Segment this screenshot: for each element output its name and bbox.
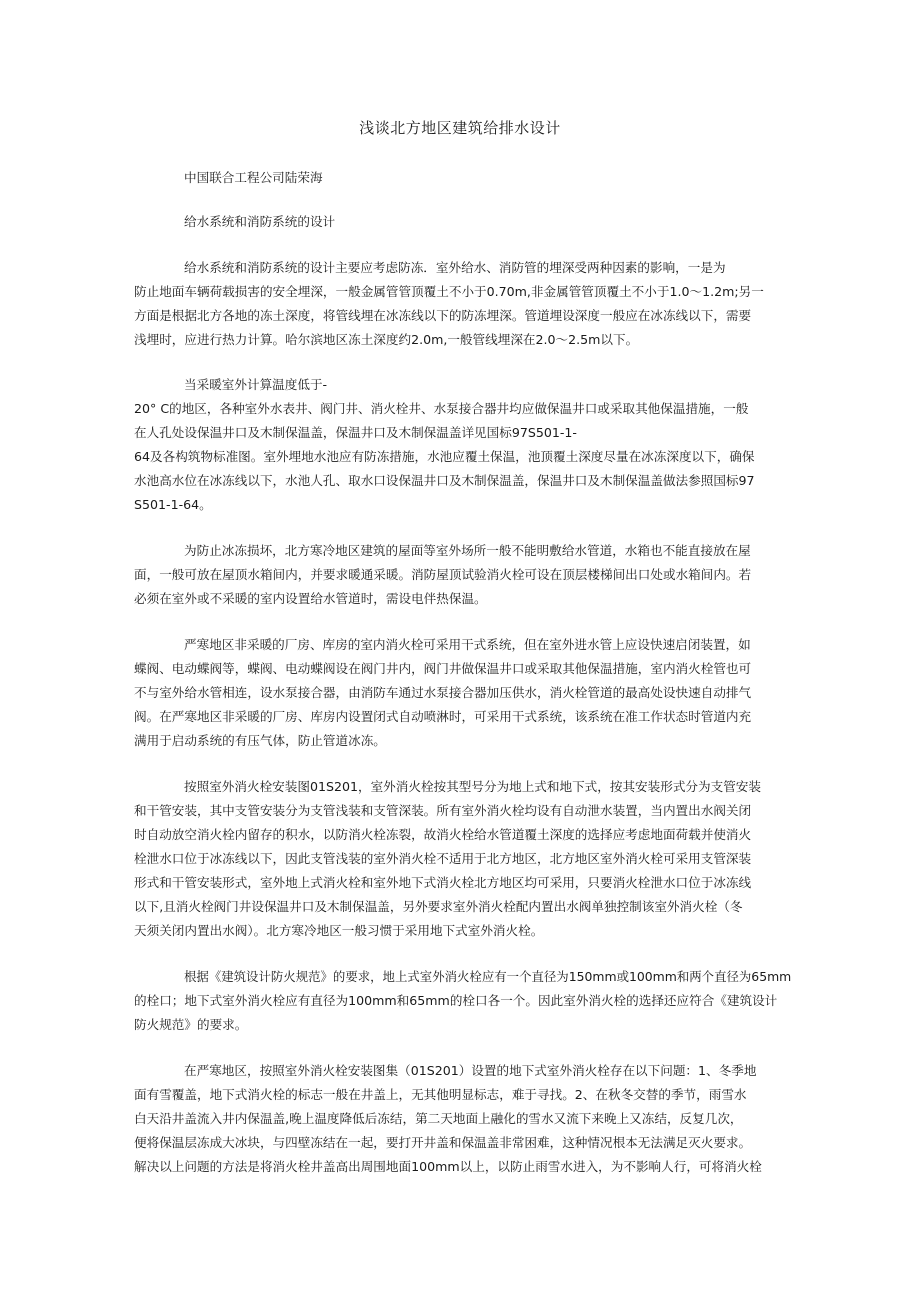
paragraph-line: 为防止冰冻损坏，北方寒冷地区建筑的屋面等室外场所一般不能明敷给水管道，水箱也不能直接放在屋 [184, 543, 751, 558]
paragraph-line: 栓泄水口位于冰冻线以下，因此支管浅装的室外消火栓不适用于北方地区，北方地区室外消火栓可采用支管深装 [134, 851, 752, 866]
paragraph-line: 以下,且消火栓阀门井设保温井口及木制保温盖，另外要求室外消火栓配内置出水阀单独控制该室外消火栓（冬 [134, 899, 743, 914]
paragraph-line: 防止地面车辆荷载损害的安全埋深，一般金属管管顶覆土不小于0.70m,非金属管管顶覆土不小于1.0～1.2m;另一 [134, 284, 764, 299]
paragraph-line: S501-1-64。 [134, 497, 212, 512]
paragraph-line: 在严寒地区，按照室外消火栓安装图集（01S201）设置的地下式室外消火栓存在以下问题：1、冬季地 [184, 1063, 757, 1078]
paragraph-line: 64及各构筑物标准图。室外埋地水池应有防冻措施，水池应覆土保温，池顶覆土深度尽量在冰冻深度以下，确保 [134, 449, 755, 464]
paragraph-line: 蝶阀、电动蝶阀等，蝶阀、电动蝶阀设在阀门井内，阀门井做保温井口或采取其他保温措施，室内消火栓管也可 [134, 661, 752, 676]
paragraph-line: 白天沿井盖流入井内保温盖,晚上温度降低后冻结，第二天地面上融化的雪水又流下来晚上又冻结，反复几次， [134, 1111, 743, 1126]
section-heading: 给水系统和消防系统的设计 [184, 214, 336, 229]
paragraph-line: 给水系统和消防系统的设计主要应考虑防冻．室外给水、消防管的埋深受两种因素的影响，一是为 [184, 260, 726, 275]
paragraph-line: 在人孔处设保温井口及木制保温盖，保温井口及木制保温盖详见国标97S501-1- [134, 425, 577, 440]
paragraph-line: 和干管安装，其中支管安装分为支管浅装和支管深装。所有室外消火栓均设有自动泄水装置，当内置出水阀关闭 [134, 803, 752, 818]
paragraph-line: 阀。在严寒地区非采暖的厂房、库房内设置闭式自动喷淋时，可采用干式系统，该系统在准工作状态时管道内充 [134, 709, 752, 724]
paragraph-line: 不与室外给水管相连，设水泵接合器，由消防车通过水泵接合器加压供水，消火栓管道的最高处设快速自动排气 [134, 685, 752, 700]
paragraph-line: 根据《建筑设计防火规范》的要求，地上式室外消火栓应有一个直径为150mm或100mm和两个直径为65mm [184, 969, 792, 984]
paragraph-line: 浅埋时，应进行热力计算。哈尔滨地区冻土深度约2.0m,一般管线埋深在2.0～2.5m以下。 [134, 332, 639, 347]
paragraph-line: 时自动放空消火栓内留存的积水，以防消火栓冻裂，故消火栓给水管道覆土深度的选择应考虑地面荷载并使消火 [134, 827, 752, 842]
paragraph-line: 严寒地区非采暖的厂房、库房的室内消火栓可采用干式系统，但在室外进水管上应设快速启闭装置，如 [184, 637, 751, 652]
paragraph-line: 20° C的地区，各种室外水表井、阀门井、消火栓井、水泵接合器井均应做保温井口或采取其他保温措施，一般 [134, 401, 749, 416]
paragraph-line: 面有雪覆盖，地下式消火栓的标志一般在井盖上，无其他明显标志，难于寻找。2、在秋冬交替的季节，雨雪水 [134, 1087, 747, 1102]
paragraph-line: 解决以上问题的方法是将消火栓井盖高出周围地面100mm以上，以防止雨雪水进入，为不影响人行，可将消火栓 [134, 1159, 762, 1174]
paragraph-line: 方面是根据北方各地的冻土深度，将管线埋在冰冻线以下的防冻埋深。管道埋设深度一般应在冰冻线以下，需要 [134, 308, 752, 323]
paragraph-line: 的栓口；地下式室外消火栓应有直径为100mm和65mm的栓口各一个。因此室外消火栓的选择还应符合《建筑设计 [134, 993, 778, 1008]
paragraph-line: 便将保温层冻成大冰块，与四壁冻结在一起，要打开井盖和保温盖非常困难，这种情况根本无法满足灭火要求。 [134, 1135, 752, 1150]
paragraph-line: 满用于启动系统的有压气体，防止管道冰冻。 [134, 733, 386, 748]
paragraph-line: 防火规范》的要求。 [134, 1017, 248, 1032]
paragraph-line: 水池高水位在冰冻线以下，水池人孔、取水口设保温井口及木制保温盖，保温井口及木制保温盖做法参照国标97 [134, 473, 755, 488]
paragraph-line: 当采暖室外计算温度低于- [184, 377, 328, 392]
paragraph-line: 必须在室外或不采暖的室内设置给水管道时，需设电伴热保温。 [134, 591, 487, 606]
author-line: 中国联合工程公司陆荣海 [184, 170, 323, 185]
paragraph-line: 按照室外消火栓安装图01S201，室外消火栓按其型号分为地上式和地下式，按其安装形式分为支管安装 [184, 779, 761, 794]
paragraph-line: 形式和干管安装形式，室外地上式消火栓和室外地下式消火栓北方地区均可采用，只要消火栓泄水口位于冰冻线 [134, 875, 752, 890]
document-title: 浅谈北方地区建筑给排水设计 [359, 119, 561, 137]
paragraph-line: 天须关闭内置出水阀）。北方寒冷地区一般习惯于采用地下式室外消火栓。 [134, 923, 544, 938]
paragraph-line: 面，一般可放在屋顶水箱间内，并要求暖通采暖。消防屋顶试验消火栓可设在顶层楼梯间出口处或水箱间内。若 [134, 567, 752, 582]
